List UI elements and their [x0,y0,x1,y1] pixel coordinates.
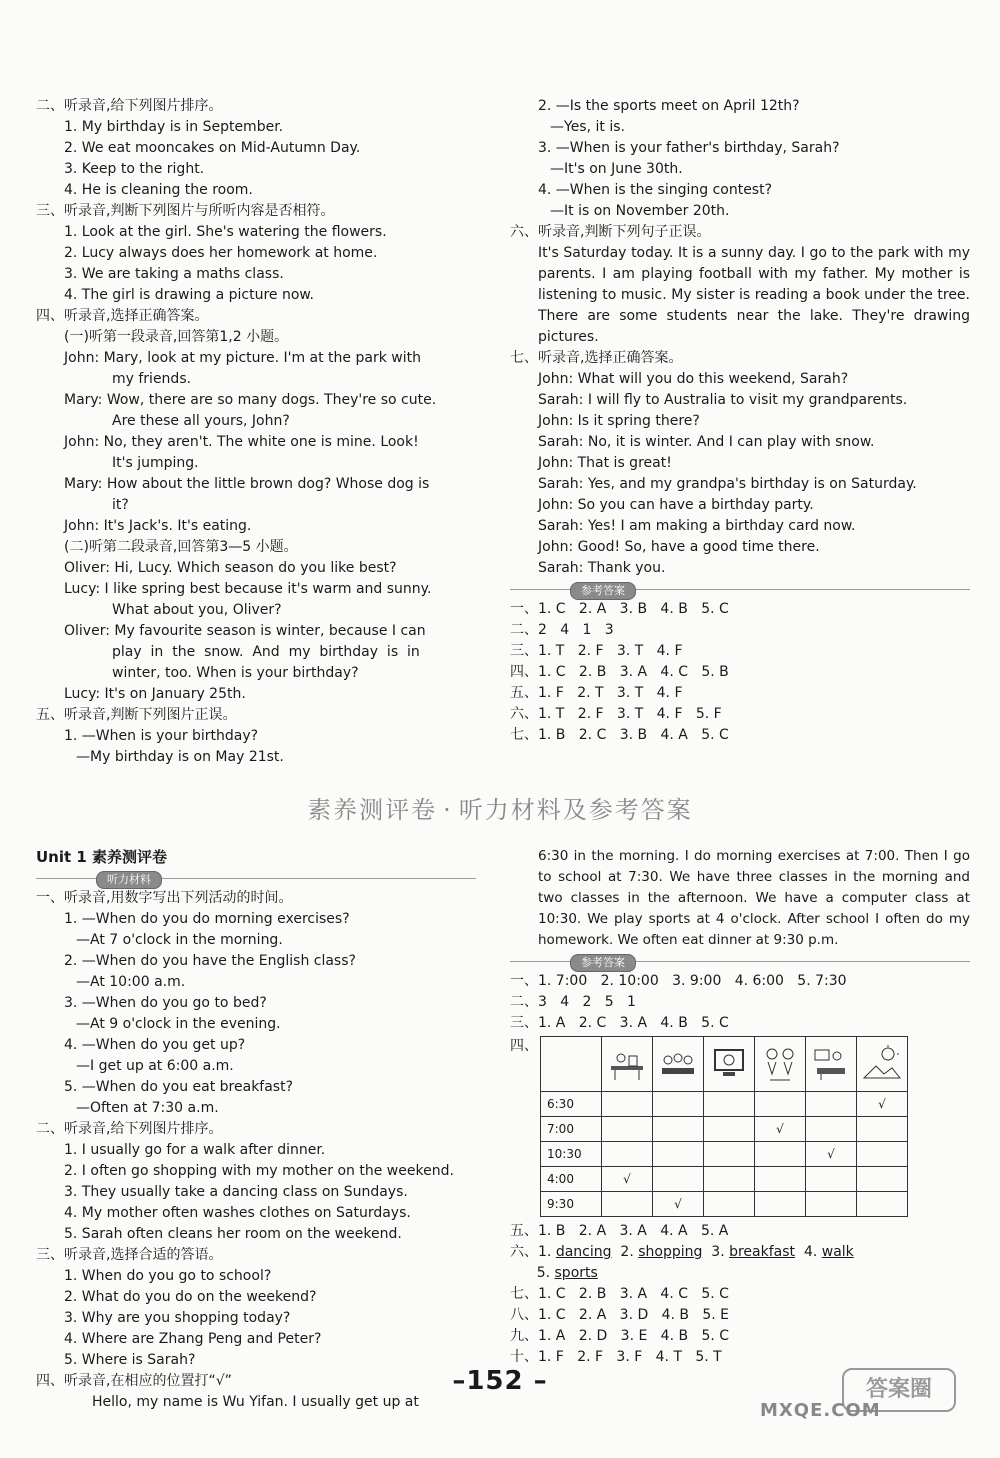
text-line: It's jumping. [112,455,199,471]
text-line: Oliver: My favourite season is winter, because I can [64,623,426,639]
text-line: 3. —When do you go to bed? [64,995,267,1011]
text-line: winter, too. When is your birthday? [112,665,359,681]
grid-check-cell [806,1167,857,1192]
text-line: —I get up at 6:00 a.m. [76,1058,234,1074]
text-line: 3. We are taking a maths class. [64,266,284,282]
section-banner [0,790,1000,825]
six-number: 4. [803,1244,822,1260]
grid-check-cell: √ [653,1192,704,1217]
material-divider [36,868,476,888]
text-line: my friends. [112,371,192,387]
answer-line: 十、1. F 2. F 3. F 4. T 5. T [510,1349,722,1365]
text-line: John: So you can have a birthday party. [538,497,814,513]
text-line: 1. My birthday is in September. [64,119,284,135]
grid-corner [541,1037,602,1092]
grid-check-cell [704,1167,755,1192]
answer-line: 四、1. C 2. B 3. A 4. C 5. B [510,664,729,680]
answer-badge: 参考答案 [570,582,636,600]
text-line: 4. —When is the singing contest? [538,182,773,198]
grid-picture-cell [653,1037,704,1092]
text-line: 2. —Is the sports meet on April 12th? [538,98,800,114]
watermark-logo: 答案圈 [842,1368,956,1412]
grid-check-cell [755,1192,806,1217]
text-line: Are these all yours, John? [112,413,290,429]
six-number: 2. [620,1244,639,1260]
text-line: 3. Keep to the right. [64,161,205,177]
text-line: Lucy: I like spring best because it's warm and sunny. [64,581,432,597]
six-number: 3. [711,1244,730,1260]
text-line: (一)听第一段录音,回答第1,2 小题。 [64,329,289,345]
grid-check-cell [653,1092,704,1117]
top-left-column [36,96,476,768]
text-line: 2. What do you do on the weekend? [64,1289,317,1305]
sunrise-exercise-icon [862,1044,902,1084]
grid-row [541,1142,908,1167]
answer-key-rest [510,1284,970,1368]
study-desk-icon [607,1044,647,1084]
text-line: 5. Sarah often cleans her room on the weekend. [64,1226,402,1242]
text-line: Mary: How about the little brown dog? Whose dog is [64,476,430,492]
answer-line: 二、2 4 1 3 [510,622,614,638]
page-number: –152 – [452,1366,548,1396]
text-line: 4. The girl is drawing a picture now. [64,287,315,303]
grid-check-cell [755,1092,806,1117]
text-line: John: That is great! [538,455,672,471]
text-line: 3. Why are you shopping today? [64,1310,291,1326]
grid-block [510,1036,970,1217]
grid-check-cell [653,1142,704,1167]
text-line: Mary: Wow, there are so many dogs. They're so cute. [64,392,437,408]
grid-time: 10:30 [541,1142,602,1167]
listening-script-continued [510,96,970,243]
text-line: 二、听录音,给下列图片排序。 [36,1121,223,1137]
grid-check-cell [704,1142,755,1167]
text-line: —At 10:00 a.m. [76,974,186,990]
six-answer-word: dancing [555,1244,612,1260]
text-line: (二)听第二段录音,回答第3—5 小题。 [64,539,298,555]
grid-check-cell: √ [602,1167,653,1192]
grid-check-cell: √ [857,1092,908,1117]
six-prefix: 六、1. [510,1244,556,1260]
six-answer-word: breakfast [729,1244,796,1260]
grid-check-cell [653,1167,704,1192]
text-line: 5. —When do you eat breakfast? [64,1079,294,1095]
grid-check-cell [806,1092,857,1117]
grid-time: 9:30 [541,1192,602,1217]
six-number: 5. [536,1265,555,1281]
passage-six: It's Saturday today. It is a sunny day. I go to the park with my parents. I am playing football with my father. My mother is listening to music. My sister is reading a book under the tree. There are some students near the lake. They're drawing pictures. [538,245,970,345]
text-line: 一、听录音,用数字写出下列活动的时间。 [36,890,293,906]
grid-check-cell [857,1117,908,1142]
answer-grid [540,1036,908,1217]
answer-line: 三、1. A 2. C 3. A 4. B 5. C [510,1015,729,1031]
text-line: 1. I usually go for a walk after dinner. [64,1142,326,1158]
grid-label: 四、 [510,1038,538,1054]
answer-line: 三、1. T 2. F 3. T 4. F [510,643,683,659]
answer-key-top [510,599,970,746]
text-line: 4. He is cleaning the room. [64,182,253,198]
grid-check-cell [755,1142,806,1167]
text-line: 4. My mother often washes clothes on Saturdays. [64,1205,411,1221]
text-line: 六、听录音,判断下列句子正误。 [510,224,711,240]
bottom-left-column [36,846,476,1413]
text-line: 2. Lucy always does her homework at home. [64,245,378,261]
grid-check-cell [806,1192,857,1217]
grid-time: 6:30 [541,1092,602,1117]
text-line: 三、听录音,选择合适的答语。 [36,1247,223,1263]
text-line: John: No, they aren't. The white one is mine. Look! [64,434,419,450]
text-line: it? [112,497,129,513]
grid-picture-cell [755,1037,806,1092]
text-line: —It's on June 30th. [550,161,683,177]
text-line: 四、听录音,在相应的位置打“√” [36,1373,232,1389]
grid-check-cell [755,1167,806,1192]
answer-line: 八、1. C 2. A 3. D 4. B 5. E [510,1307,730,1323]
answer-line: 七、1. B 2. C 3. B 4. A 5. C [510,727,729,743]
text-line: play in the snow. And my birthday is in [112,644,420,660]
answer-key-bottom [510,971,970,1034]
bottom-right-column [510,846,970,1368]
answer-line: 一、1. C 2. A 3. B 4. B 5. C [510,601,729,617]
grid-row [541,1192,908,1217]
text-line: John: It's Jack's. It's eating. [64,518,252,534]
text-line: Sarah: Yes, and my grandpa's birthday is on Saturday. [538,476,917,492]
grid-check-cell [704,1117,755,1142]
six-answer-word: walk [821,1244,854,1260]
answer-divider [510,579,970,599]
text-line: —It is on November 20th. [550,203,730,219]
text-line: 七、听录音,选择正确答案。 [510,350,683,366]
family-dinner-icon [658,1044,698,1084]
computer-class-icon [709,1044,749,1084]
grid-picture-cell [857,1037,908,1092]
text-line: —Often at 7:30 a.m. [76,1100,219,1116]
text-line: Sarah: I will fly to Australia to visit my grandparents. [538,392,908,408]
text-line: —Yes, it is. [550,119,625,135]
text-line: John: Good! So, have a good time there. [538,539,820,555]
text-line: 1. —When is your birthday? [64,728,259,744]
grid-check-cell [602,1192,653,1217]
text-line: 4. —When do you get up? [64,1037,246,1053]
answer-six [510,1242,970,1284]
grid-check-cell [602,1092,653,1117]
grid-picture-cell [602,1037,653,1092]
text-line: 2. I often go shopping with my mother on the weekend. [64,1163,454,1179]
grid-check-cell [602,1117,653,1142]
answer-badge-2: 参考答案 [570,954,636,972]
text-line: What about you, Oliver? [112,602,282,618]
text-line: 四、听录音,选择正确答案。 [36,308,209,324]
text-line: Lucy: It's on January 25th. [64,686,246,702]
grid-check-cell: √ [755,1117,806,1142]
grid-row [541,1167,908,1192]
text-line: 1. When do you go to school? [64,1268,272,1284]
grid-check-cell [653,1117,704,1142]
text-line: —At 9 o'clock in the evening. [76,1016,281,1032]
grid-row [541,1117,908,1142]
banner-left: 素养测评卷 [307,796,438,824]
top-right-column [510,96,970,746]
answer-line: 六、1. T 2. F 3. T 4. F 5. F [510,706,722,722]
listening-script-seven [510,348,970,579]
grid-check-cell [857,1192,908,1217]
text-line: —At 7 o'clock in the morning. [76,932,283,948]
banner-right: 听力材料及参考答案 [458,796,693,824]
watermark-text: MXQE.COM [760,1400,881,1421]
text-line: 2. —When do you have the English class? [64,953,356,969]
answer-line: 二、3 4 2 5 1 [510,994,636,1010]
text-line: —My birthday is on May 21st. [76,749,284,765]
grid-picture-cell [704,1037,755,1092]
answer-divider-2 [510,951,970,971]
text-line: 1. —When do you do morning exercises? [64,911,350,927]
grid-check-cell [704,1092,755,1117]
six-answer-word: shopping [638,1244,703,1260]
grid-check-cell: √ [806,1142,857,1167]
answer-line: 一、1. 7:00 2. 10:00 3. 9:00 4. 6:00 5. 7:30 [510,973,847,989]
text-line: Hello, my name is Wu Yifan. I usually get up at [92,1394,419,1410]
answer-line: 九、1. A 2. D 3. E 4. B 5. C [510,1328,730,1344]
text-line: Oliver: Hi, Lucy. Which season do you like best? [64,560,397,576]
text-line: 5. Where is Sarah? [64,1352,196,1368]
unit1-script [36,888,476,1413]
text-line: John: What will you do this weekend, Sarah? [538,371,849,387]
classroom-icon [811,1044,851,1084]
grid-time: 7:00 [541,1117,602,1142]
text-line: 1. Look at the girl. She's watering the flowers. [64,224,387,240]
grid-check-cell [704,1192,755,1217]
text-line: 4. Where are Zhang Peng and Peter? [64,1331,322,1347]
answer-line: 五、1. F 2. T 3. T 4. F [510,685,683,701]
grid-row [541,1092,908,1117]
answer-line: 七、1. C 2. B 3. A 4. C 5. C [510,1286,729,1302]
text-line: 3. —When is your father's birthday, Sarah? [538,140,840,156]
unit-title: Unit 1 素养测评卷 [36,848,168,866]
answer-five: 五、1. B 2. A 3. A 4. A 5. A [510,1223,729,1239]
grid-check-cell [602,1142,653,1167]
text-line: 三、听录音,判断下列图片与所听内容是否相符。 [36,203,335,219]
text-line: Sarah: No, it is winter. And I can play with snow. [538,434,875,450]
text-line: 五、听录音,判断下列图片正误。 [36,707,237,723]
text-line: 3. They usually take a dancing class on Sundays. [64,1184,408,1200]
text-line: John: Mary, look at my picture. I'm at the park with [64,350,421,366]
grid-picture-cell [806,1037,857,1092]
sports-kids-icon [760,1044,800,1084]
text-line: John: Is it spring there? [538,413,700,429]
text-line: Sarah: Yes! I am making a birthday card now. [538,518,856,534]
text-line: 二、听录音,给下列图片排序。 [36,98,223,114]
grid-check-cell [806,1117,857,1142]
grid-check-cell [857,1167,908,1192]
banner-dot: · [443,796,453,824]
text-line: Sarah: Thank you. [538,560,666,576]
grid-check-cell [857,1142,908,1167]
passage-wu-yifan: 6:30 in the morning. I do morning exercises at 7:00. Then I go to school at 7:30. We have three classes in the morning and two classes in the afternoon. We have a computer class at 10:30. We play sports at 4 o'clock. After school I often do my homework. We often eat dinner at 9:30 p.m. [538,848,970,948]
text-line: 2. We eat mooncakes on Mid-Autumn Day. [64,140,361,156]
material-badge: 听力材料 [96,871,162,889]
grid-time: 4:00 [541,1167,602,1192]
six-answer-word: sports [554,1265,598,1281]
